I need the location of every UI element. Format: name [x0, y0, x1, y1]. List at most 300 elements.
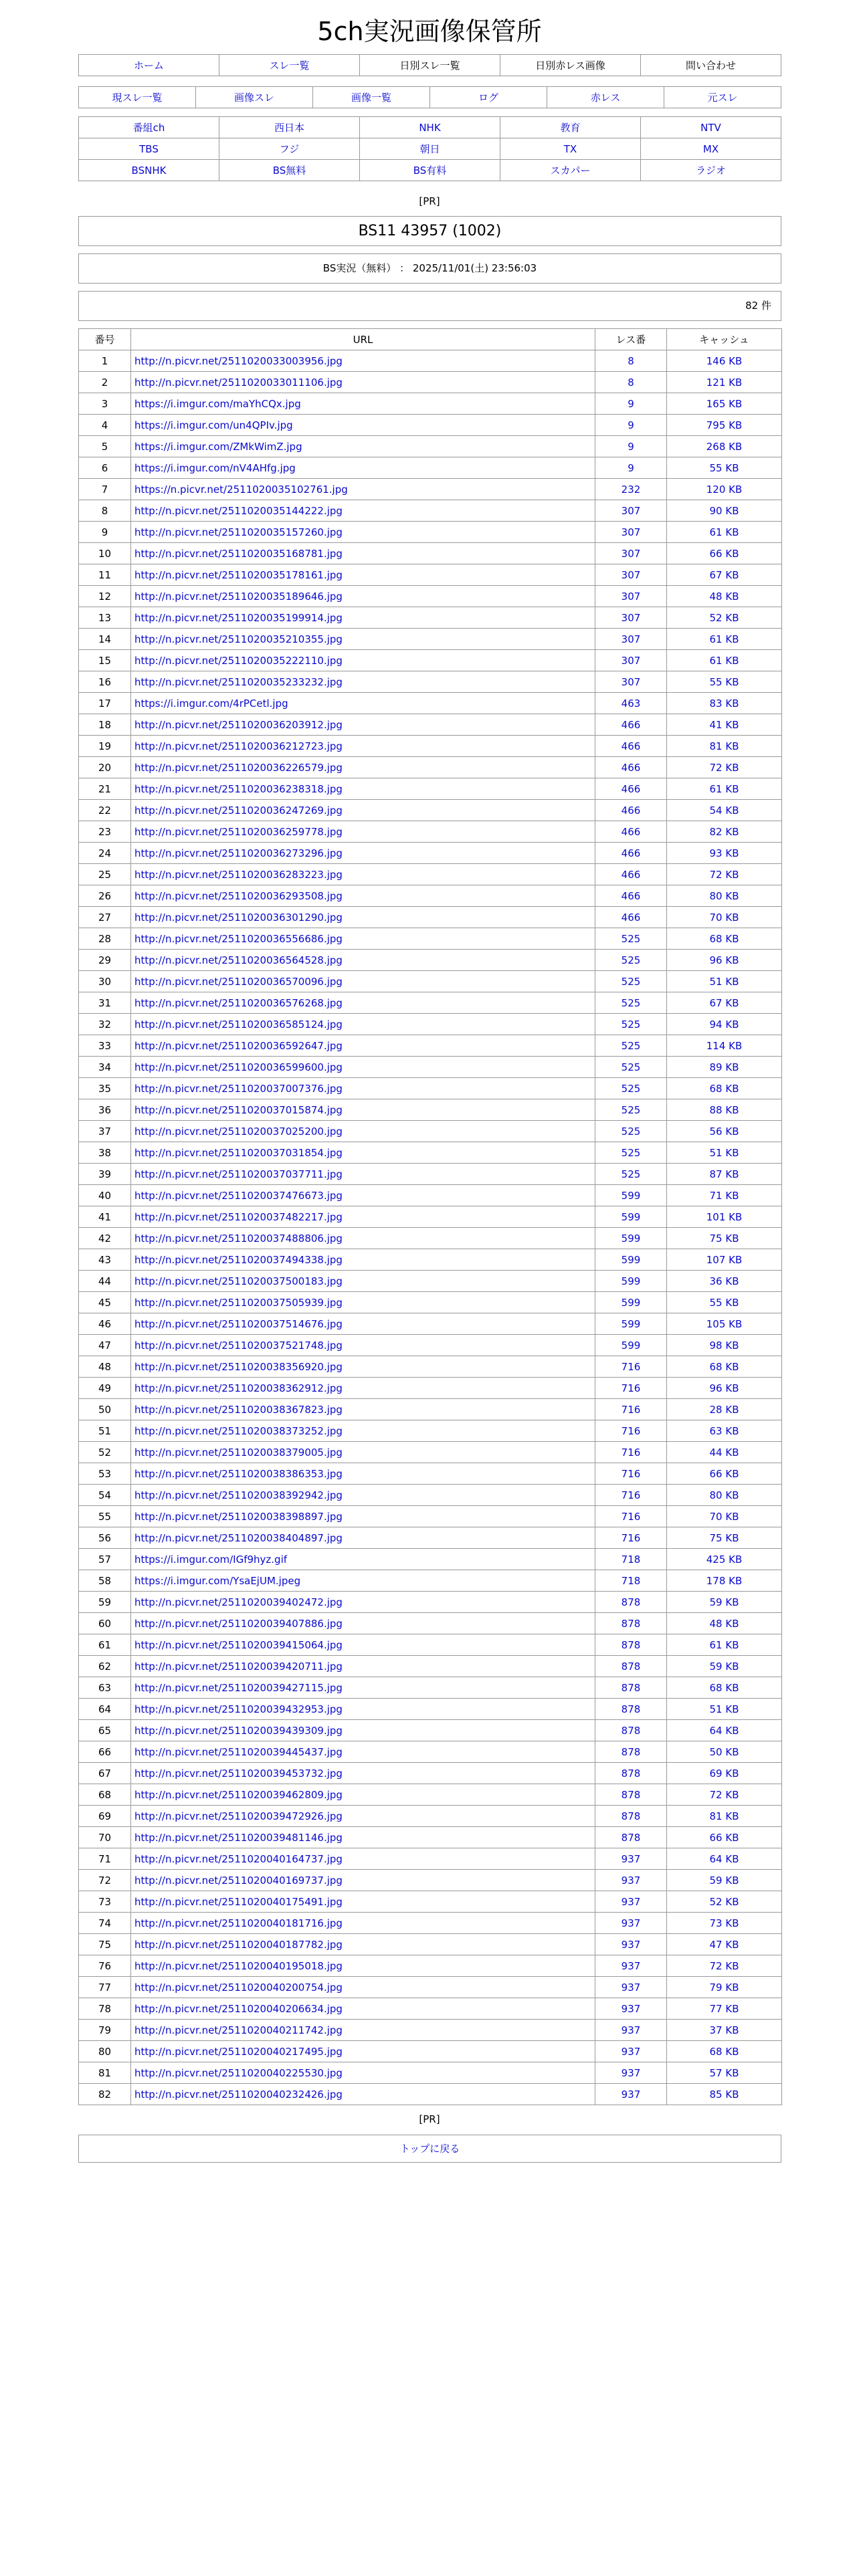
row-url-cell[interactable] [131, 1420, 595, 1442]
row-url-cell[interactable] [131, 736, 595, 757]
row-res-number-cell[interactable]: 937 [595, 2084, 667, 2105]
row-url-cell[interactable] [131, 457, 595, 479]
row-url-link[interactable]: http://n.picvr.net/2511020037514676.jpg [134, 1317, 343, 1330]
row-url-link[interactable]: http://n.picvr.net/2511020035144222.jpg [134, 504, 343, 517]
row-res-number-cell[interactable]: 9 [595, 457, 667, 479]
row-url-link[interactable]: http://n.picvr.net/2511020040195018.jpg [134, 1959, 343, 1972]
channel-link[interactable]: 教育 [560, 122, 581, 134]
channel-cell[interactable] [641, 117, 781, 138]
row-url-link[interactable]: http://n.picvr.net/2511020033011106.jpg [134, 376, 343, 389]
row-url-cell[interactable] [131, 1356, 595, 1378]
row-res-number-cell[interactable]: 716 [595, 1463, 667, 1485]
row-url-cell[interactable] [131, 1613, 595, 1634]
row-url-link[interactable]: http://n.picvr.net/2511020038367823.jpg [134, 1403, 343, 1416]
row-res-number-cell[interactable]: 716 [595, 1506, 667, 1527]
row-url-link[interactable]: http://n.picvr.net/2511020037015874.jpg [134, 1103, 343, 1116]
row-url-cell[interactable] [131, 2084, 595, 2105]
row-url-cell[interactable] [131, 1228, 595, 1249]
row-res-number-cell[interactable]: 937 [595, 1934, 667, 1955]
row-url-cell[interactable] [131, 714, 595, 736]
row-url-link[interactable]: http://n.picvr.net/2511020039453732.jpg [134, 1767, 343, 1780]
channel-cell[interactable] [360, 138, 500, 160]
row-url-cell[interactable] [131, 1035, 595, 1057]
row-url-cell[interactable] [131, 1142, 595, 1164]
row-res-number-cell[interactable]: 463 [595, 693, 667, 714]
row-url-link[interactable]: http://n.picvr.net/2511020039462809.jpg [134, 1788, 343, 1801]
row-res-number-cell[interactable]: 878 [595, 1827, 667, 1848]
subnav-current-threads-link[interactable]: 現スレ一覧 [112, 92, 163, 104]
row-cache-size-cell[interactable]: 51 KB [667, 1699, 782, 1720]
row-cache-size-cell[interactable]: 68 KB [667, 1677, 782, 1699]
subnav-image-list-link[interactable]: 画像一覧 [351, 92, 391, 104]
row-cache-size-cell[interactable]: 68 KB [667, 1356, 782, 1378]
nav-thread-list[interactable] [219, 55, 360, 76]
row-res-number-cell[interactable]: 466 [595, 864, 667, 885]
row-res-number-cell[interactable]: 307 [595, 522, 667, 543]
row-url-cell[interactable] [131, 1185, 595, 1206]
channel-cell[interactable] [500, 138, 641, 160]
row-res-number-cell[interactable]: 307 [595, 650, 667, 671]
row-res-number-cell[interactable]: 307 [595, 607, 667, 629]
row-cache-size-cell[interactable]: 81 KB [667, 736, 782, 757]
row-res-number-cell[interactable]: 307 [595, 564, 667, 586]
row-cache-size-cell[interactable]: 48 KB [667, 1613, 782, 1634]
row-cache-size-cell[interactable]: 96 KB [667, 1378, 782, 1399]
row-res-number-cell[interactable]: 937 [595, 2041, 667, 2062]
row-res-number-cell[interactable]: 466 [595, 800, 667, 821]
row-cache-size-cell[interactable]: 77 KB [667, 1998, 782, 2020]
row-res-number-cell[interactable]: 937 [595, 1870, 667, 1891]
row-url-cell[interactable] [131, 757, 595, 778]
row-url-cell[interactable] [131, 1206, 595, 1228]
row-res-number-cell[interactable]: 878 [595, 1613, 667, 1634]
row-cache-size-cell[interactable]: 52 KB [667, 1891, 782, 1913]
row-url-link[interactable]: http://n.picvr.net/2511020036576268.jpg [134, 996, 343, 1009]
channel-cell[interactable] [500, 160, 641, 181]
row-cache-size-cell[interactable]: 98 KB [667, 1335, 782, 1356]
row-cache-size-cell[interactable]: 59 KB [667, 1656, 782, 1677]
row-res-number-cell[interactable]: 716 [595, 1356, 667, 1378]
channel-cell[interactable] [641, 138, 781, 160]
row-res-number-cell[interactable]: 718 [595, 1549, 667, 1570]
row-cache-size-cell[interactable]: 68 KB [667, 928, 782, 950]
back-to-top-link[interactable]: トップに戻る [399, 2143, 460, 2155]
row-res-number-cell[interactable]: 599 [595, 1185, 667, 1206]
row-url-link[interactable]: http://n.picvr.net/2511020035178161.jpg [134, 568, 343, 581]
row-cache-size-cell[interactable]: 50 KB [667, 1741, 782, 1763]
row-res-number-cell[interactable]: 937 [595, 1913, 667, 1934]
row-url-link[interactable]: http://n.picvr.net/2511020036599600.jpg [134, 1061, 343, 1073]
row-url-link[interactable]: http://n.picvr.net/2511020036259778.jpg [134, 825, 343, 838]
row-url-link[interactable]: http://n.picvr.net/2511020035168781.jpg [134, 547, 343, 560]
row-cache-size-cell[interactable]: 63 KB [667, 1420, 782, 1442]
row-res-number-cell[interactable]: 599 [595, 1228, 667, 1249]
row-url-link[interactable]: https://i.imgur.com/IGf9hyz.gif [134, 1553, 288, 1566]
row-res-number-cell[interactable]: 937 [595, 2062, 667, 2084]
row-cache-size-cell[interactable]: 268 KB [667, 436, 782, 457]
row-url-link[interactable]: http://n.picvr.net/2511020038373252.jpg [134, 1424, 343, 1437]
row-url-cell[interactable] [131, 1934, 595, 1955]
row-url-link[interactable]: http://n.picvr.net/2511020039407886.jpg [134, 1617, 343, 1630]
subnav-red-res[interactable] [547, 87, 664, 108]
row-url-cell[interactable] [131, 2020, 595, 2041]
row-cache-size-cell[interactable]: 28 KB [667, 1399, 782, 1420]
row-cache-size-cell[interactable]: 57 KB [667, 2062, 782, 2084]
row-url-cell[interactable] [131, 436, 595, 457]
row-res-number-cell[interactable]: 878 [595, 1806, 667, 1827]
row-res-number-cell[interactable]: 878 [595, 1784, 667, 1806]
row-url-cell[interactable] [131, 1378, 595, 1399]
row-url-link[interactable]: http://n.picvr.net/2511020036564528.jpg [134, 954, 343, 966]
row-res-number-cell[interactable]: 716 [595, 1399, 667, 1420]
row-cache-size-cell[interactable]: 51 KB [667, 1142, 782, 1164]
row-res-number-cell[interactable]: 9 [595, 436, 667, 457]
channel-cell[interactable] [641, 160, 781, 181]
row-url-cell[interactable] [131, 607, 595, 629]
row-url-cell[interactable] [131, 1164, 595, 1185]
row-url-link[interactable]: http://n.picvr.net/2511020040217495.jpg [134, 2045, 343, 2058]
nav-home[interactable] [79, 55, 219, 76]
row-cache-size-cell[interactable]: 55 KB [667, 1292, 782, 1313]
row-res-number-cell[interactable]: 525 [595, 1164, 667, 1185]
row-url-cell[interactable] [131, 1057, 595, 1078]
row-res-number-cell[interactable]: 307 [595, 500, 667, 522]
row-cache-size-cell[interactable]: 68 KB [667, 2041, 782, 2062]
row-url-link[interactable]: https://i.imgur.com/nV4AHfg.jpg [134, 461, 296, 474]
row-res-number-cell[interactable]: 525 [595, 1057, 667, 1078]
row-url-link[interactable]: http://n.picvr.net/2511020035189646.jpg [134, 590, 343, 603]
row-url-link[interactable]: http://n.picvr.net/2511020040181716.jpg [134, 1917, 343, 1929]
row-res-number-cell[interactable]: 525 [595, 1099, 667, 1121]
row-url-link[interactable]: http://n.picvr.net/2511020037505939.jpg [134, 1296, 343, 1309]
row-res-number-cell[interactable]: 878 [595, 1720, 667, 1741]
channel-link[interactable]: BS無料 [272, 165, 306, 177]
row-cache-size-cell[interactable]: 66 KB [667, 543, 782, 564]
row-url-cell[interactable] [131, 586, 595, 607]
row-cache-size-cell[interactable]: 61 KB [667, 778, 782, 800]
row-url-cell[interactable] [131, 1848, 595, 1870]
row-res-number-cell[interactable]: 525 [595, 971, 667, 992]
row-cache-size-cell[interactable]: 72 KB [667, 864, 782, 885]
row-res-number-cell[interactable]: 8 [595, 372, 667, 393]
row-cache-size-cell[interactable]: 72 KB [667, 1784, 782, 1806]
row-cache-size-cell[interactable]: 72 KB [667, 757, 782, 778]
row-cache-size-cell[interactable]: 52 KB [667, 607, 782, 629]
channel-cell[interactable] [79, 138, 219, 160]
row-url-link[interactable]: http://n.picvr.net/2511020036570096.jpg [134, 975, 343, 988]
row-url-link[interactable]: https://i.imgur.com/YsaEjUM.jpeg [134, 1574, 301, 1587]
row-res-number-cell[interactable]: 878 [595, 1741, 667, 1763]
row-url-cell[interactable] [131, 1399, 595, 1420]
row-url-cell[interactable] [131, 629, 595, 650]
row-cache-size-cell[interactable]: 66 KB [667, 1827, 782, 1848]
row-cache-size-cell[interactable]: 67 KB [667, 564, 782, 586]
row-url-cell[interactable] [131, 864, 595, 885]
row-res-number-cell[interactable]: 8 [595, 350, 667, 372]
row-url-link[interactable]: http://n.picvr.net/2511020037500183.jpg [134, 1275, 343, 1287]
row-cache-size-cell[interactable]: 36 KB [667, 1271, 782, 1292]
row-url-cell[interactable] [131, 1998, 595, 2020]
row-res-number-cell[interactable]: 525 [595, 1035, 667, 1057]
channel-link[interactable]: BS有料 [413, 165, 447, 177]
row-url-link[interactable]: http://n.picvr.net/2511020036592647.jpg [134, 1039, 343, 1052]
row-res-number-cell[interactable]: 466 [595, 843, 667, 864]
row-res-number-cell[interactable]: 466 [595, 736, 667, 757]
channel-link[interactable]: MX [702, 142, 719, 155]
row-res-number-cell[interactable]: 599 [595, 1271, 667, 1292]
row-cache-size-cell[interactable]: 107 KB [667, 1249, 782, 1271]
row-url-cell[interactable] [131, 2062, 595, 2084]
row-res-number-cell[interactable]: 937 [595, 1891, 667, 1913]
row-cache-size-cell[interactable]: 48 KB [667, 586, 782, 607]
row-url-cell[interactable] [131, 1977, 595, 1998]
row-res-number-cell[interactable]: 878 [595, 1677, 667, 1699]
channel-link[interactable]: BSNHK [131, 164, 167, 177]
row-url-cell[interactable] [131, 2041, 595, 2062]
row-cache-size-cell[interactable]: 178 KB [667, 1570, 782, 1592]
row-res-number-cell[interactable]: 937 [595, 1955, 667, 1977]
row-res-number-cell[interactable]: 937 [595, 1848, 667, 1870]
row-url-cell[interactable] [131, 821, 595, 843]
row-url-link[interactable]: http://n.picvr.net/2511020036293508.jpg [134, 889, 343, 902]
row-url-link[interactable]: http://n.picvr.net/2511020039427115.jpg [134, 1681, 343, 1694]
row-cache-size-cell[interactable]: 81 KB [667, 1806, 782, 1827]
row-res-number-cell[interactable]: 599 [595, 1335, 667, 1356]
row-url-link[interactable]: http://n.picvr.net/2511020035199914.jpg [134, 611, 343, 624]
row-url-cell[interactable] [131, 1078, 595, 1099]
channel-link[interactable]: 朝日 [419, 143, 440, 155]
row-url-link[interactable]: http://n.picvr.net/2511020036238318.jpg [134, 782, 343, 795]
row-url-link[interactable]: http://n.picvr.net/2511020036212723.jpg [134, 740, 343, 752]
row-url-link[interactable]: http://n.picvr.net/2511020038386353.jpg [134, 1467, 343, 1480]
row-res-number-cell[interactable]: 718 [595, 1570, 667, 1592]
row-url-cell[interactable] [131, 971, 595, 992]
row-cache-size-cell[interactable]: 146 KB [667, 350, 782, 372]
row-url-cell[interactable] [131, 1720, 595, 1741]
row-res-number-cell[interactable]: 307 [595, 586, 667, 607]
row-url-link[interactable]: http://n.picvr.net/2511020038379005.jpg [134, 1446, 343, 1459]
row-cache-size-cell[interactable]: 56 KB [667, 1121, 782, 1142]
row-url-link[interactable]: http://n.picvr.net/2511020039445437.jpg [134, 1745, 343, 1758]
row-url-link[interactable]: http://n.picvr.net/2511020036585124.jpg [134, 1018, 343, 1031]
row-res-number-cell[interactable]: 716 [595, 1442, 667, 1463]
row-url-link[interactable]: http://n.picvr.net/2511020038398897.jpg [134, 1510, 343, 1523]
row-res-number-cell[interactable]: 599 [595, 1206, 667, 1228]
row-url-link[interactable]: http://n.picvr.net/2511020035210355.jpg [134, 633, 343, 645]
row-cache-size-cell[interactable]: 87 KB [667, 1164, 782, 1185]
row-cache-size-cell[interactable]: 96 KB [667, 950, 782, 971]
row-res-number-cell[interactable]: 599 [595, 1292, 667, 1313]
channel-cell[interactable] [79, 160, 219, 181]
row-url-cell[interactable] [131, 907, 595, 928]
row-res-number-cell[interactable]: 937 [595, 1977, 667, 1998]
row-cache-size-cell[interactable]: 64 KB [667, 1848, 782, 1870]
subnav-current-threads[interactable] [79, 87, 196, 108]
channel-link[interactable]: 西日本 [274, 122, 304, 134]
row-cache-size-cell[interactable]: 121 KB [667, 372, 782, 393]
channel-link[interactable]: NHK [419, 121, 441, 134]
row-url-cell[interactable] [131, 1634, 595, 1656]
row-cache-size-cell[interactable]: 55 KB [667, 671, 782, 693]
row-url-link[interactable]: http://n.picvr.net/2511020037007376.jpg [134, 1082, 343, 1095]
row-cache-size-cell[interactable]: 59 KB [667, 1592, 782, 1613]
row-cache-size-cell[interactable]: 795 KB [667, 415, 782, 436]
channel-cell[interactable] [360, 117, 500, 138]
row-res-number-cell[interactable]: 878 [595, 1634, 667, 1656]
row-res-number-cell[interactable]: 878 [595, 1763, 667, 1784]
row-cache-size-cell[interactable]: 61 KB [667, 522, 782, 543]
row-url-cell[interactable] [131, 671, 595, 693]
row-cache-size-cell[interactable]: 93 KB [667, 843, 782, 864]
row-url-link[interactable]: http://n.picvr.net/2511020038392942.jpg [134, 1489, 343, 1501]
row-url-link[interactable]: http://n.picvr.net/2511020033003956.jpg [134, 354, 343, 367]
row-res-number-cell[interactable]: 466 [595, 821, 667, 843]
row-url-link[interactable]: http://n.picvr.net/2511020036301290.jpg [134, 911, 343, 924]
row-res-number-cell[interactable]: 525 [595, 928, 667, 950]
row-url-cell[interactable] [131, 928, 595, 950]
row-res-number-cell[interactable]: 878 [595, 1592, 667, 1613]
row-url-link[interactable]: http://n.picvr.net/2511020039420711.jpg [134, 1660, 343, 1673]
row-url-cell[interactable] [131, 1506, 595, 1527]
row-url-cell[interactable] [131, 1763, 595, 1784]
row-url-link[interactable]: http://n.picvr.net/2511020039415064.jpg [134, 1638, 343, 1651]
row-url-link[interactable]: http://n.picvr.net/2511020037476673.jpg [134, 1189, 343, 1202]
row-url-cell[interactable] [131, 1827, 595, 1848]
row-url-cell[interactable] [131, 1913, 595, 1934]
row-url-cell[interactable] [131, 1656, 595, 1677]
row-cache-size-cell[interactable]: 71 KB [667, 1185, 782, 1206]
row-res-number-cell[interactable]: 466 [595, 907, 667, 928]
row-res-number-cell[interactable]: 466 [595, 778, 667, 800]
channel-link[interactable]: フジ [279, 143, 300, 155]
row-url-cell[interactable] [131, 1313, 595, 1335]
row-url-cell[interactable] [131, 1806, 595, 1827]
row-res-number-cell[interactable]: 878 [595, 1699, 667, 1720]
row-url-link[interactable]: http://n.picvr.net/2511020036226579.jpg [134, 761, 343, 774]
channel-cell[interactable] [219, 138, 360, 160]
row-url-link[interactable]: http://n.picvr.net/2511020036247269.jpg [134, 804, 343, 817]
row-url-cell[interactable] [131, 564, 595, 586]
row-url-cell[interactable] [131, 1955, 595, 1977]
row-url-link[interactable]: http://n.picvr.net/2511020037488806.jpg [134, 1232, 343, 1245]
row-url-cell[interactable] [131, 1549, 595, 1570]
row-cache-size-cell[interactable]: 54 KB [667, 800, 782, 821]
row-url-link[interactable]: http://n.picvr.net/2511020039472926.jpg [134, 1810, 343, 1822]
row-url-cell[interactable] [131, 1099, 595, 1121]
row-cache-size-cell[interactable]: 70 KB [667, 1506, 782, 1527]
row-cache-size-cell[interactable]: 101 KB [667, 1206, 782, 1228]
row-res-number-cell[interactable]: 599 [595, 1249, 667, 1271]
row-url-link[interactable]: http://n.picvr.net/2511020039432953.jpg [134, 1703, 343, 1715]
row-url-cell[interactable] [131, 1121, 595, 1142]
row-res-number-cell[interactable]: 307 [595, 671, 667, 693]
row-url-link[interactable]: https://n.picvr.net/2511020035102761.jpg [134, 483, 348, 496]
row-res-number-cell[interactable]: 716 [595, 1378, 667, 1399]
row-res-number-cell[interactable]: 525 [595, 1121, 667, 1142]
row-url-link[interactable]: http://n.picvr.net/2511020035157260.jpg [134, 526, 343, 538]
row-res-number-cell[interactable]: 937 [595, 1998, 667, 2020]
row-url-cell[interactable] [131, 1014, 595, 1035]
row-url-link[interactable]: http://n.picvr.net/2511020037037711.jpg [134, 1168, 343, 1180]
row-cache-size-cell[interactable]: 79 KB [667, 1977, 782, 1998]
row-cache-size-cell[interactable]: 80 KB [667, 1485, 782, 1506]
row-url-link[interactable]: http://n.picvr.net/2511020037494338.jpg [134, 1253, 343, 1266]
row-url-link[interactable]: http://n.picvr.net/2511020040175491.jpg [134, 1895, 343, 1908]
row-url-link[interactable]: http://n.picvr.net/2511020039439309.jpg [134, 1724, 343, 1737]
row-url-link[interactable]: http://n.picvr.net/2511020035233232.jpg [134, 675, 343, 688]
row-url-cell[interactable] [131, 350, 595, 372]
row-url-link[interactable]: http://n.picvr.net/2511020035222110.jpg [134, 654, 343, 667]
subnav-image-list[interactable] [313, 87, 430, 108]
row-cache-size-cell[interactable]: 55 KB [667, 457, 782, 479]
row-url-link[interactable]: http://n.picvr.net/2511020037482217.jpg [134, 1210, 343, 1223]
row-url-cell[interactable] [131, 1592, 595, 1613]
row-url-cell[interactable] [131, 522, 595, 543]
row-url-link[interactable]: https://i.imgur.com/un4QPIv.jpg [134, 419, 293, 431]
row-cache-size-cell[interactable]: 69 KB [667, 1763, 782, 1784]
channel-link[interactable]: TBS [139, 142, 159, 155]
row-url-link[interactable]: http://n.picvr.net/2511020038404897.jpg [134, 1531, 343, 1544]
row-cache-size-cell[interactable]: 90 KB [667, 500, 782, 522]
channel-link[interactable]: NTV [700, 121, 721, 134]
row-cache-size-cell[interactable]: 75 KB [667, 1527, 782, 1549]
channel-cell[interactable] [219, 117, 360, 138]
row-cache-size-cell[interactable]: 47 KB [667, 1934, 782, 1955]
row-cache-size-cell[interactable]: 73 KB [667, 1913, 782, 1934]
row-res-number-cell[interactable]: 525 [595, 992, 667, 1014]
channel-link[interactable]: 番組ch [132, 122, 165, 134]
row-url-link[interactable]: http://n.picvr.net/2511020037521748.jpg [134, 1339, 343, 1352]
row-cache-size-cell[interactable]: 67 KB [667, 992, 782, 1014]
row-cache-size-cell[interactable]: 425 KB [667, 1549, 782, 1570]
row-url-cell[interactable] [131, 1485, 595, 1506]
nav-thread-list-link[interactable]: スレ一覧 [269, 60, 310, 72]
row-cache-size-cell[interactable]: 68 KB [667, 1078, 782, 1099]
row-url-cell[interactable] [131, 1527, 595, 1549]
row-res-number-cell[interactable]: 525 [595, 1014, 667, 1035]
row-cache-size-cell[interactable]: 165 KB [667, 393, 782, 415]
row-url-cell[interactable] [131, 1335, 595, 1356]
row-cache-size-cell[interactable]: 75 KB [667, 1228, 782, 1249]
row-res-number-cell[interactable]: 9 [595, 393, 667, 415]
row-res-number-cell[interactable]: 466 [595, 714, 667, 736]
row-cache-size-cell[interactable]: 66 KB [667, 1463, 782, 1485]
row-cache-size-cell[interactable]: 114 KB [667, 1035, 782, 1057]
row-url-cell[interactable] [131, 1570, 595, 1592]
row-cache-size-cell[interactable]: 82 KB [667, 821, 782, 843]
row-cache-size-cell[interactable]: 88 KB [667, 1099, 782, 1121]
row-url-link[interactable]: http://n.picvr.net/2511020036283223.jpg [134, 868, 343, 881]
row-res-number-cell[interactable]: 716 [595, 1527, 667, 1549]
row-res-number-cell[interactable]: 716 [595, 1420, 667, 1442]
subnav-log[interactable] [430, 87, 547, 108]
row-cache-size-cell[interactable]: 44 KB [667, 1442, 782, 1463]
row-url-link[interactable]: http://n.picvr.net/2511020040232426.jpg [134, 2088, 343, 2101]
row-url-cell[interactable] [131, 800, 595, 821]
row-url-cell[interactable] [131, 372, 595, 393]
row-cache-size-cell[interactable]: 51 KB [667, 971, 782, 992]
channel-cell[interactable] [219, 160, 360, 181]
channel-link[interactable]: スカパー [550, 165, 591, 177]
subnav-image-thread[interactable] [196, 87, 313, 108]
row-cache-size-cell[interactable]: 59 KB [667, 1870, 782, 1891]
subnav-original-thread-link[interactable]: 元スレ [707, 92, 738, 104]
row-url-cell[interactable] [131, 1699, 595, 1720]
row-url-cell[interactable] [131, 500, 595, 522]
row-res-number-cell[interactable]: 716 [595, 1485, 667, 1506]
row-url-cell[interactable] [131, 479, 595, 500]
subnav-original-thread[interactable] [664, 87, 781, 108]
